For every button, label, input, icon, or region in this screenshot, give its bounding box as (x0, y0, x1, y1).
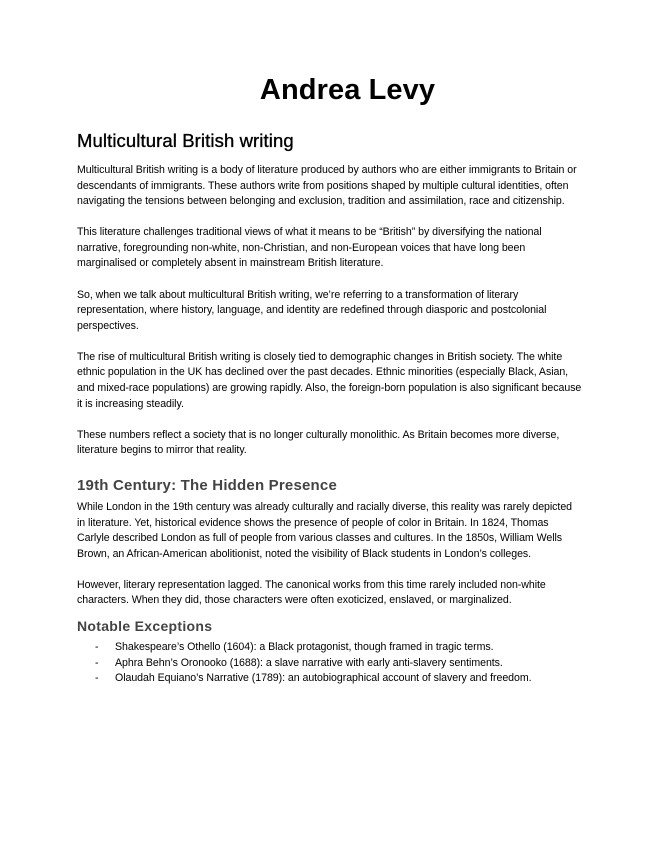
paragraph: These numbers reflect a society that is no longer culturally monolithic. As Britain becomes more diverse, literature begins to mirror that reality. (77, 428, 560, 457)
document-body (77, 130, 582, 687)
list-item (77, 671, 582, 687)
paragraph: While London in the 19th century was already culturally and racially diverse, this reality was rarely depicted in literature. Yet, historical evidence shows the presence of people of color in Britain. In 1824, Thomas Carlyle described London as full of people from various classes and cultures. In the 1850s, William Wells Brown, an African-American abolitionist, noted the visibility of Black students in London’s colleges. (77, 500, 573, 560)
bullet-dash: - (95, 640, 99, 653)
section-heading: Multicultural British writing (77, 130, 294, 151)
subsection-heading: 19th Century: The Hidden Presence (77, 476, 337, 494)
paragraph: The rise of multicultural British writing is closely tied to demographic changes in British society. The white ethnic population in the UK has declined over the past decades. Ethnic minorities (especially Black, Asian, and mixed-race populations) are growing rapidly. Also, the foreign-born population is also significant because it is increasing steadily. (77, 350, 582, 410)
list-item-text: Aphra Behn’s Oronooko (1688): a slave narrative with early anti-slavery sentiments. (115, 656, 503, 669)
bullet-dash: - (95, 672, 99, 685)
bullet-dash: - (95, 656, 99, 669)
paragraph: However, literary representation lagged. The canonical works from this time rarely included non-white characters. When they did, those characters were often exoticized, enslaved, or marginalized. (77, 578, 546, 607)
list-item (77, 640, 582, 656)
list-item-text: Shakespeare’s Othello (1604): a Black protagonist, though framed in tragic terms. (115, 640, 494, 653)
paragraph: Multicultural British writing is a body of literature produced by authors who are either immigrants to Britain or descendants of immigrants. These authors write from positions shaped by multiple cultural identities, often navigating the tensions between belonging and exclusion, tradition and assimilation, race and citizenship. (77, 164, 577, 208)
paragraph: So, when we talk about multicultural British writing, we’re referring to a transformation of literary representation, where history, language, and identity are redefined through diasporic and postcolonial perspectives. (77, 288, 547, 332)
document-title: Andrea Levy (259, 74, 436, 106)
paragraph: This literature challenges traditional views of what it means to be “British” by diversifying the national narrative, foregrounding non-white, non-Christian, and non-European voices that have long been marginalised or completely absent in mainstream British literature. (77, 226, 542, 270)
exceptions-list (77, 640, 582, 687)
list-item (77, 656, 582, 672)
list-item-text: Olaudah Equiano’s Narrative (1789): an autobiographical account of slavery and freedom. (115, 672, 532, 685)
exceptions-heading: Notable Exceptions (77, 617, 213, 634)
